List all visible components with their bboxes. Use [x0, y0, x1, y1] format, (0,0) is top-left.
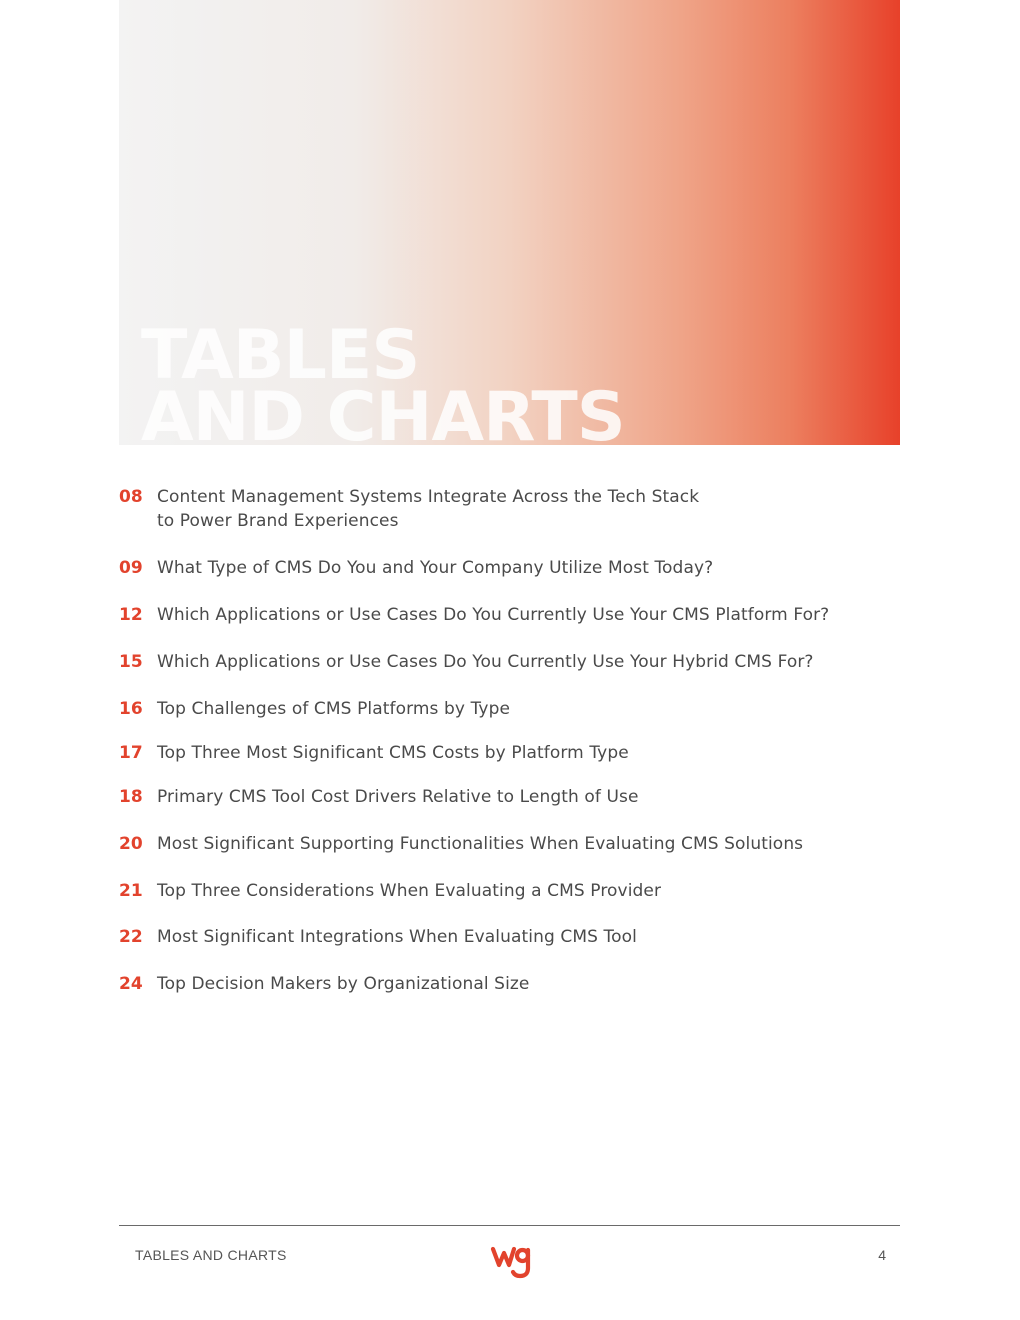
toc-item[interactable]: [119, 485, 699, 533]
toc-title: Top Decision Makers by Organizational Size: [157, 974, 530, 994]
page-number: 4: [878, 1247, 886, 1263]
toc-page-number: 09: [119, 558, 143, 578]
hero-banner: [119, 0, 900, 445]
toc-item[interactable]: [119, 697, 510, 721]
toc-page-number: 17: [119, 743, 143, 763]
toc-page-number: 15: [119, 652, 143, 672]
toc-item[interactable]: [119, 556, 713, 580]
hero-title: [141, 316, 625, 445]
toc-item[interactable]: [119, 650, 814, 674]
footer-section-label: TABLES AND CHARTS: [135, 1247, 287, 1263]
toc-page-number: 22: [119, 927, 143, 947]
toc-title: Top Challenges of CMS Platforms by Type: [157, 699, 511, 719]
footer-divider: [119, 1225, 900, 1226]
hero-title-line-1: TABLES: [141, 316, 420, 395]
toc-title: Which Applications or Use Cases Do You Currently Use Your CMS Platform For?: [157, 605, 830, 625]
toc-title: Most Significant Supporting Functionalities When Evaluating CMS Solutions: [157, 834, 804, 854]
toc-title: Which Applications or Use Cases Do You Currently Use Your Hybrid CMS For?: [157, 652, 814, 672]
toc-page-number: 21: [119, 881, 143, 901]
toc-title-line: to Power Brand Experiences: [157, 511, 399, 531]
toc-item[interactable]: [119, 972, 529, 996]
toc-page-number: 18: [119, 787, 143, 807]
toc-title: What Type of CMS Do You and Your Company Utilize Most Today?: [157, 558, 714, 578]
toc-title: Most Significant Integrations When Evaluating CMS Tool: [157, 927, 637, 947]
toc-title: [157, 485, 699, 533]
toc-title: Top Three Considerations When Evaluating a CMS Provider: [157, 881, 662, 901]
toc-item[interactable]: [119, 879, 661, 903]
toc-item[interactable]: [119, 785, 639, 809]
toc-title: Top Three Most Significant CMS Costs by Platform Type: [157, 743, 629, 763]
toc-item[interactable]: [119, 925, 637, 949]
wg-logo-icon: [490, 1244, 532, 1280]
toc-item[interactable]: [119, 603, 829, 627]
toc-page-number: 08: [119, 487, 143, 507]
hero-title-line-2: AND CHARTS: [141, 378, 625, 445]
toc-title-line: Content Management Systems Integrate Across the Tech Stack: [157, 487, 700, 507]
toc-page-number: 20: [119, 834, 143, 854]
toc-page-number: 24: [119, 974, 143, 994]
toc-item[interactable]: [119, 832, 803, 856]
toc-item[interactable]: [119, 741, 629, 765]
toc-page-number: 16: [119, 699, 143, 719]
toc-page-number: 12: [119, 605, 143, 625]
toc-title: Primary CMS Tool Cost Drivers Relative to Length of Use: [157, 787, 639, 807]
